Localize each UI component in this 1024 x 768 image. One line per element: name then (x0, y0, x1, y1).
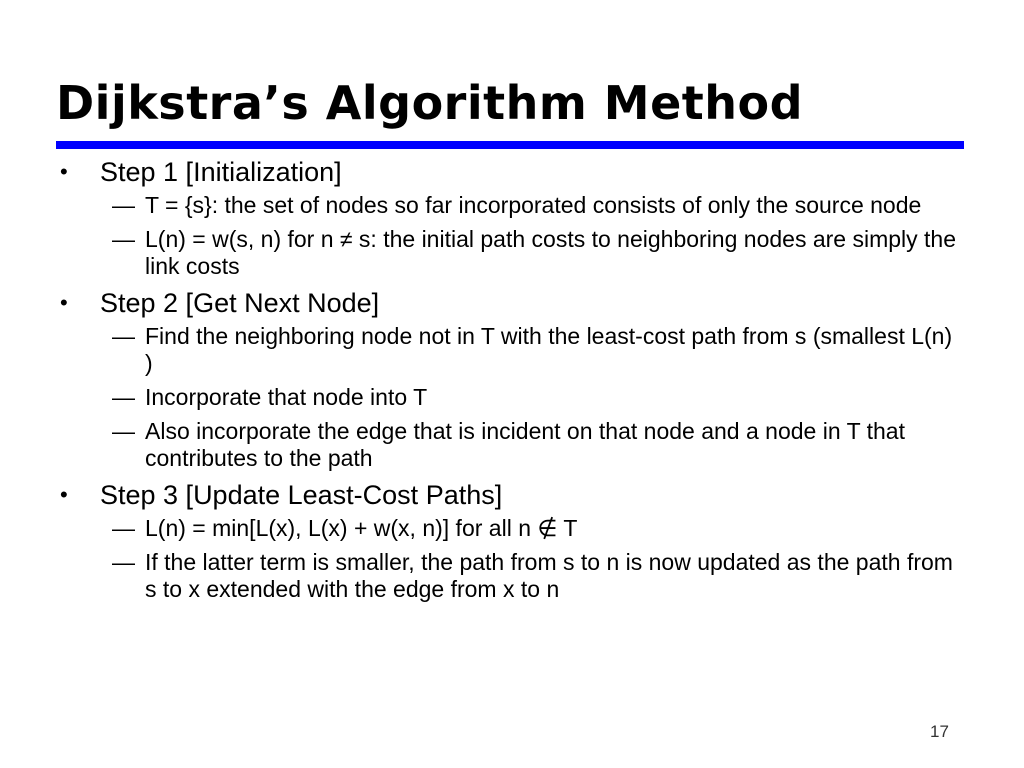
step-2-item-1-text: Find the neighboring node not in T with the least-cost path from s (smallest L(n) ) (145, 323, 953, 376)
slide-title: Dijkstra’s Algorithm Method (56, 76, 804, 130)
step-2-item-2 (60, 384, 965, 411)
step-2-item-3-text: Also incorporate the edge that is incident on that node and a node in T that contributes to the path (145, 418, 905, 471)
step-3 (60, 479, 965, 511)
step-3-item-2-text: If the latter term is smaller, the path from s to n is now updated as the path from s to x extended with the edge from x to n (145, 549, 953, 602)
step-2-items (60, 323, 965, 472)
bullet-icon: • (60, 482, 68, 507)
step-2-item-2-text: Incorporate that node into T (145, 384, 428, 410)
step-2 (60, 287, 965, 319)
step-1-item-1 (60, 192, 965, 219)
bullet-icon: • (60, 290, 68, 315)
step-1-label: Step 1 [Initialization] (100, 157, 342, 187)
title-underline (56, 141, 964, 149)
dash-icon: — (112, 515, 135, 541)
step-2-label: Step 2 [Get Next Node] (100, 288, 380, 318)
step-1-item-2-text: L(n) = w(s, n) for n ≠ s: the initial path costs to neighboring nodes are simply the link costs (145, 226, 956, 279)
step-2-item-3 (60, 418, 965, 472)
step-3-item-2 (60, 549, 965, 603)
step-1-item-1-text: T = {s}: the set of nodes so far incorporated consists of only the source node (145, 192, 922, 218)
step-1-items (60, 192, 965, 280)
step-3-items (60, 515, 965, 603)
bullet-icon: • (60, 159, 68, 184)
dash-icon: — (112, 192, 135, 218)
step-3-item-1-text: L(n) = min[L(x), L(x) + w(x, n)] for all n ∉ T (145, 515, 578, 541)
dash-icon: — (112, 226, 135, 252)
step-1-item-2 (60, 226, 965, 280)
dash-icon: — (112, 549, 135, 575)
dash-icon: — (112, 384, 135, 410)
page-number: 17 (930, 722, 949, 741)
step-3-label: Step 3 [Update Least-Cost Paths] (100, 480, 503, 510)
step-1 (60, 156, 965, 188)
dash-icon: — (112, 418, 135, 444)
step-3-item-1 (60, 515, 965, 542)
slide-content (60, 156, 965, 610)
step-2-item-1 (60, 323, 965, 377)
dash-icon: — (112, 323, 135, 349)
